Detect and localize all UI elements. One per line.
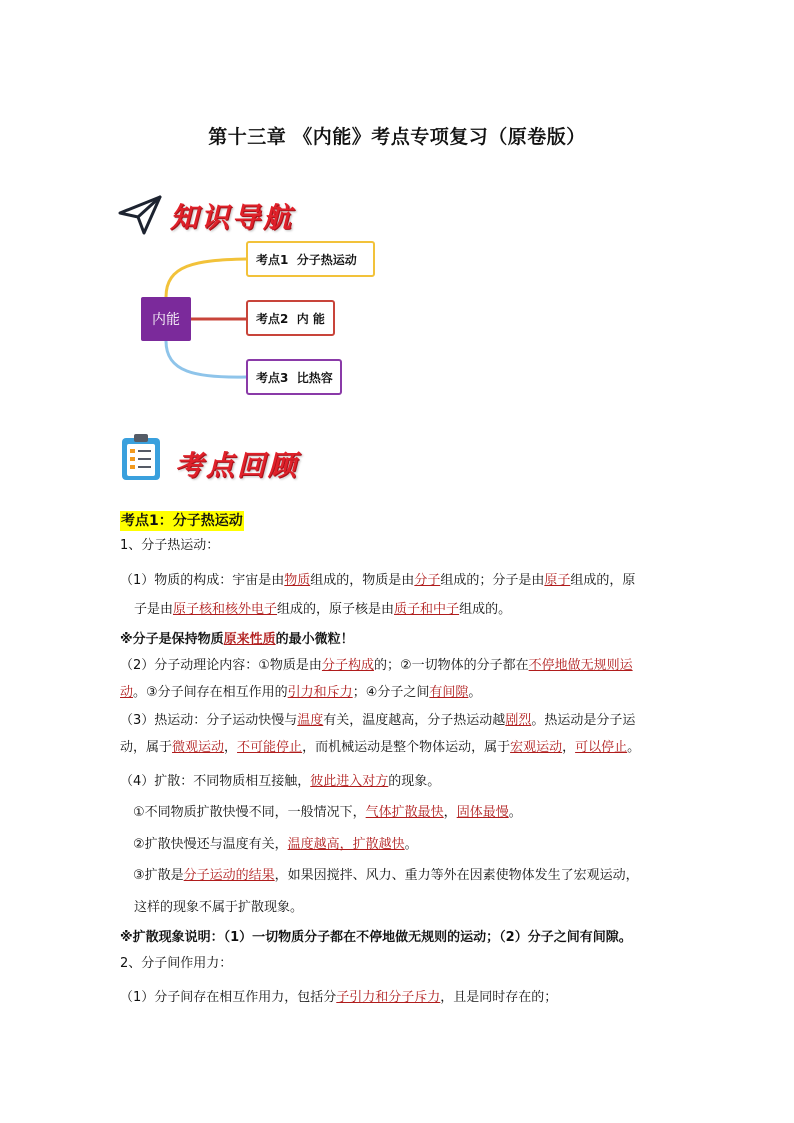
section-title-kp1: 考点1：分子热运动: [121, 513, 243, 529]
text: （3）热运动：分子运动快慢与: [120, 713, 298, 728]
text: 有关，温度越高，分子热运动越: [323, 713, 506, 728]
paragraph-3: [120, 712, 635, 730]
text: 动，属于: [120, 740, 173, 755]
paragraph-4-item-3: [133, 867, 639, 885]
paragraph-2-cont: [120, 684, 481, 702]
heading-intermolecular-force: 2、分子间作用力：: [120, 956, 233, 971]
text: 。热运动是分子运: [531, 713, 636, 728]
text: （2）分子动理论内容：①物质是由: [120, 658, 322, 673]
text: ②扩散快慢还与温度有关，: [133, 837, 288, 852]
mindmap-node-3: 考点3 比热容: [246, 359, 342, 395]
text: 组成的，原子核是由: [277, 602, 395, 617]
paragraph-4-item-3-cont: 这样的现象不属于扩散现象。: [134, 900, 304, 915]
text: ①不同物质扩散快慢不同，一般情况下，: [133, 805, 366, 820]
mindmap-center-node: 内能: [141, 297, 191, 341]
text: （1）物质的构成：宇宙是由: [120, 573, 285, 588]
answer-blank: 引力和斥力: [287, 685, 353, 700]
paragraph-2: [120, 657, 633, 675]
answer-blank: 微观运动: [172, 740, 225, 755]
text: ；④分子之间: [352, 685, 430, 700]
text: 。: [627, 740, 641, 755]
text: ，: [562, 740, 576, 755]
answer-blank: 剧烈: [505, 713, 532, 728]
text: 的最小微粒！: [275, 632, 354, 647]
text: 组成的。: [459, 602, 512, 617]
answer-blank: 分子构成: [321, 658, 374, 673]
note-1: [120, 631, 354, 649]
note-2: ※扩散现象说明：（1）一切物质分子都在不停地做无规则的运动；（2）分子之间有间隙。: [120, 930, 632, 945]
answer-blank: 分子运动的结果: [183, 868, 275, 883]
answer-blank: 原来性质: [223, 632, 276, 647]
text: 组成的，原: [570, 573, 636, 588]
mindmap-node-1: 考点1 分子热运动: [246, 241, 375, 277]
text: ，: [224, 740, 238, 755]
text: 组成的；分子是由: [440, 573, 545, 588]
text: 。: [508, 805, 522, 820]
text: ※分子是保持物质: [120, 632, 224, 647]
answer-blank: 物质: [284, 573, 311, 588]
paragraph-4-item-1: [133, 804, 522, 822]
text: 子是由: [134, 602, 174, 617]
answer-blank: 温度: [297, 713, 324, 728]
text: 的；②一切物体的分子都在: [373, 658, 529, 673]
text: 。: [404, 837, 418, 852]
answer-blank: 可以停止: [575, 740, 628, 755]
paragraph-4: [120, 773, 440, 791]
answer-blank: 动: [120, 685, 134, 700]
answer-blank: 原子: [544, 573, 571, 588]
page-title: 第十三章 《内能》考点专项复习（原卷版）: [208, 126, 586, 148]
text: 。: [468, 685, 482, 700]
text: ，如果因搅拌、风力、重力等外在因素使物体发生了宏观运动，: [274, 868, 639, 883]
text: ，: [443, 805, 457, 820]
mindmap-connectors: [0, 0, 794, 420]
answer-blank: 质子和中子: [394, 602, 460, 617]
paragraph-3-cont: [120, 739, 640, 757]
answer-blank: 宏观运动: [510, 740, 563, 755]
answer-blank: 有间隙: [429, 685, 469, 700]
answer-blank: 子引力和分子斥力: [336, 990, 441, 1005]
answer-blank: 不停地做无规则运: [528, 658, 633, 673]
answer-blank: 气体扩散最快: [365, 805, 444, 820]
clipboard-checklist-icon: [119, 432, 163, 482]
answer-blank: 固体最慢: [456, 805, 509, 820]
answer-blank: 不可能停止: [237, 740, 303, 755]
text: ③扩散是: [133, 868, 184, 883]
text: （4）扩散：不同物质相互接触，: [120, 774, 311, 789]
answer-blank: 温度越高，扩散越快: [287, 837, 405, 852]
mindmap-node-2: 考点2 内 能: [246, 300, 335, 336]
paragraph-1-cont: [134, 601, 511, 619]
paragraph-1: [120, 572, 635, 590]
paragraph-4-item-2: [133, 836, 418, 854]
text: 。③分子间存在相互作用的: [133, 685, 288, 700]
heading-molecular-motion: 1、分子热运动：: [120, 538, 220, 553]
text: ，且是同时存在的；: [440, 990, 558, 1005]
text: 组成的，物质是由: [310, 573, 415, 588]
knowledge-nav-banner: 知识导航: [170, 201, 295, 234]
answer-blank: 彼此进入对方: [310, 774, 389, 789]
paragraph-5: [120, 989, 557, 1007]
answer-blank: 原子核和核外电子: [173, 602, 278, 617]
text: （1）分子间存在相互作用力，包括分: [120, 990, 337, 1005]
review-banner: 考点回顾: [175, 449, 300, 482]
answer-blank: 分子: [414, 573, 441, 588]
text: 的现象。: [388, 774, 441, 789]
text: ，而机械运动是整个物体运动，属于: [302, 740, 511, 755]
